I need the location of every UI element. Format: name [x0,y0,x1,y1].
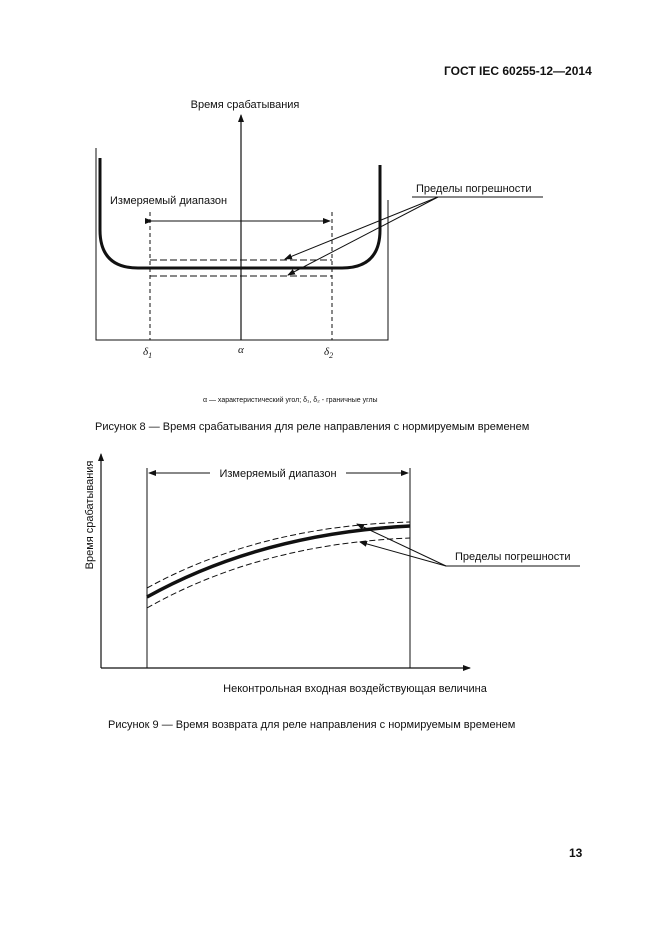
figure8-tick-delta2: $\delta_2$ [324,346,334,360]
figure8-limits-label: Пределы погрешности [416,183,532,195]
figure8-tick-alpha: α [238,344,244,356]
figure9-response-curve [147,526,410,597]
figure9-y-label: Время срабатывания [84,460,96,570]
figure-8 [0,0,661,400]
figure9-limits-label: Пределы погрешности [455,551,571,563]
figure8-range-label: Измеряемый диапазон [110,195,228,207]
figure9-caption: Рисунок 9 — Время возврата для реле направления с нормируемым временем [108,719,516,731]
figure9-x-label: Неконтрольная входная воздействующая величина [223,683,487,695]
figure8-tick-delta1: $\delta_1$ [143,346,153,360]
figure8-limits-leader-1 [285,197,438,259]
figure8-caption: Рисунок 8 — Время срабатывания для реле направления с нормируемым временем [95,421,530,433]
figure8-legend: α — характеристический угол; δ₁, δ₂ - граничные углы [203,397,378,404]
page-number: 13 [569,846,583,860]
figure9-lower-limit [147,538,410,608]
figure8-y-label: Время срабатывания [190,99,300,111]
figure9-range-label: Измеряемый диапазон [219,468,337,480]
figure8-response-curve [100,158,380,268]
document-code: ГОСТ IEC 60255-12—2014 [444,64,592,78]
figure-9 [0,440,661,710]
figure8-frame [96,148,388,340]
